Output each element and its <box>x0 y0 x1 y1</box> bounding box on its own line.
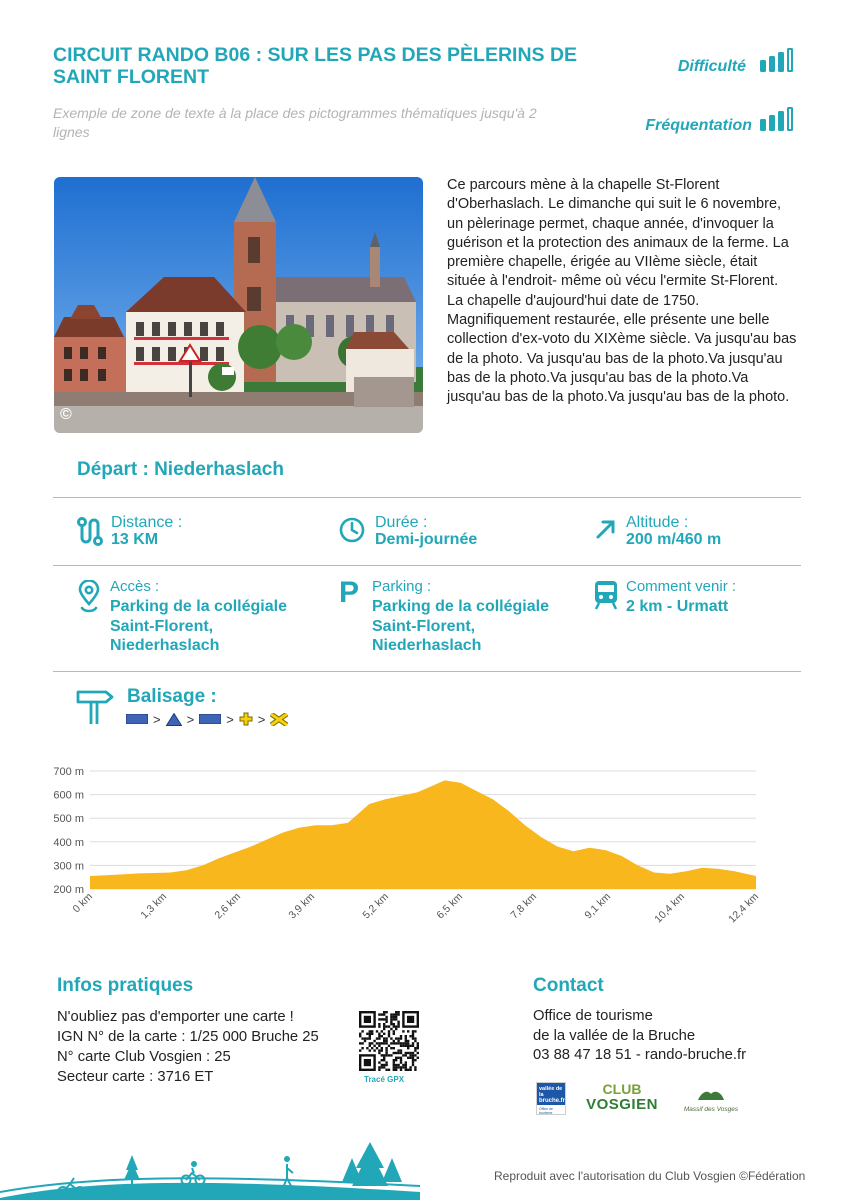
frequentation-meter <box>760 107 793 131</box>
contact-heading: Contact <box>533 975 604 996</box>
infos-line: Secteur carte : 3716 ET <box>57 1069 214 1085</box>
location-pin-icon <box>77 580 101 614</box>
divider <box>53 497 801 498</box>
depart-heading: Départ : Niederhaslach <box>77 459 284 480</box>
club-vosgien-logo: CLUB VOSGIEN <box>586 1081 658 1113</box>
y-tick-label: 500 m <box>53 813 84 826</box>
x-tick-label: 10,4 km <box>652 890 688 926</box>
mountain-icon <box>696 1089 726 1101</box>
contact-line: Office de tourisme <box>533 1008 653 1024</box>
train-icon <box>594 580 618 610</box>
altitude-value: 200 m/460 m <box>626 531 722 548</box>
x-tick-label: 7,8 km <box>508 890 540 922</box>
duree-label: Durée : <box>375 514 428 531</box>
blue-rectangle-mark-icon <box>199 714 221 724</box>
qr-caption: Tracé GPX <box>364 1075 405 1084</box>
y-tick-label: 200 m <box>53 884 84 896</box>
elevation-chart <box>40 760 770 940</box>
y-tick-label: 400 m <box>53 836 84 849</box>
x-tick-label: 5,2 km <box>360 890 392 922</box>
infos-list <box>57 1007 357 1087</box>
x-tick-label: 0 km <box>70 890 96 916</box>
distance-label: Distance : <box>111 514 183 531</box>
yellow-x-mark-icon <box>270 713 288 726</box>
blue-rectangle-mark-icon <box>126 714 148 724</box>
mark-separator: > <box>226 711 234 727</box>
balisage-label: Balisage : <box>127 686 217 707</box>
infos-line: N° carte Club Vosgien : 25 <box>57 1049 231 1065</box>
y-tick-label: 600 m <box>53 789 84 802</box>
altitude-arrow-icon <box>595 518 617 540</box>
divider <box>53 671 801 672</box>
difficulty-label: Difficulté <box>677 58 746 75</box>
meter-bar <box>769 115 775 131</box>
meter-bar <box>778 111 784 131</box>
divider <box>53 565 801 566</box>
footer-credit: Reproduit avec l'autorisation du Club Vosgien ©Fédération <box>494 1169 806 1183</box>
meter-bar <box>760 60 766 72</box>
page-title: CIRCUIT RANDO B06 : SUR LES PAS DES PÈLERINS DE SAINT FLORENT <box>53 44 578 88</box>
meter-bar <box>769 56 775 72</box>
parking-label: Parking : <box>372 578 432 595</box>
x-tick-label: 6,5 km <box>434 890 466 922</box>
parking-icon: P <box>339 576 360 609</box>
acces-value: Parking de la collégiale Saint-Florent, Niederhaslach <box>110 598 287 654</box>
contact-line: 03 88 47 18 51 - rando-bruche.fr <box>533 1047 747 1063</box>
massif-vosges-logo: Massif des Vosges <box>672 1088 750 1114</box>
x-tick-label: 3,9 km <box>286 890 318 922</box>
comment-venir-label: Comment venir : <box>626 578 737 595</box>
frequentation-label: Fréquentation <box>645 117 752 134</box>
signpost-icon <box>76 686 114 726</box>
blue-triangle-mark-icon <box>166 713 182 726</box>
distance-value: 13 KM <box>111 531 159 548</box>
mark-separator: > <box>257 711 266 727</box>
infos-heading: Infos pratiques <box>57 975 194 996</box>
duree-value: Demi-journée <box>375 531 478 548</box>
x-tick-label: 2,6 km <box>212 890 244 922</box>
comment-venir-value: 2 km - Urmatt <box>626 598 729 615</box>
meter-bar <box>760 119 766 131</box>
infos-line: N'oubliez pas d'emporter une carte ! <box>57 1009 294 1025</box>
mark-separator: > <box>153 711 161 727</box>
elevation-area <box>90 780 756 889</box>
route-distance-icon <box>76 516 104 546</box>
balisage-marks <box>126 711 288 727</box>
mark-separator: > <box>186 711 195 727</box>
yellow-cross-mark-icon <box>239 712 253 726</box>
meter-bar <box>778 52 784 72</box>
meter-bar <box>787 48 793 72</box>
vallee-bruche-logo: vallée de la bruche.fr Office de tourisme <box>536 1082 566 1115</box>
chapel-photo <box>54 177 423 433</box>
route-description: Ce parcours mène à la chapelle St-Florent d'Oberhaslach. Le dimanche qui suit le 6 novembre, un pèlerinage permet, chaque année, d'invoquer la guérison et la protection des animaux de la ferme. La première chapelle, érigée au VIIème siècle, était située à l'endroit- même où vécu l'ermite St-Florent. La chapelle d'aujourd'hui date de 1750. Magnifiquement restaurée, elle présente une belle collection d'ex-voto du XIXème siècle. Va jusqu'au bas de la photo. Va jusqu'au bas de la photo.Va jusqu'au bas de la photo.Va jusqu'au bas de la photo.Va jusqu'au bas de la photo.Va jusqu'au bas de la photo. <box>447 177 797 406</box>
photo-copyright: © <box>60 406 72 423</box>
footer-illustration <box>0 1140 420 1200</box>
parking-value: Parking de la collégiale Saint-Florent, Niederhaslach <box>372 598 549 654</box>
infos-line: IGN N° de la carte : 1/25 000 Bruche 25 <box>57 1029 319 1045</box>
difficulty-meter <box>760 48 793 72</box>
clock-icon <box>339 517 365 543</box>
gpx-qr-code[interactable] <box>359 1011 419 1071</box>
x-tick-label: 12,4 km <box>726 890 762 926</box>
y-tick-label: 300 m <box>53 860 84 873</box>
y-tick-label: 700 m <box>53 766 84 778</box>
page-subtitle: Exemple de zone de texte à la place des pictogrammes thématiques jusqu'à 2 lignes <box>53 105 537 140</box>
contact-line: de la vallée de la Bruche <box>533 1027 696 1044</box>
acces-label: Accès : <box>110 578 160 595</box>
x-tick-label: 1,3 km <box>138 890 170 922</box>
altitude-label: Altitude : <box>626 514 689 531</box>
x-tick-label: 9,1 km <box>582 890 614 922</box>
contact-list <box>533 1007 813 1066</box>
meter-bar <box>787 107 793 131</box>
